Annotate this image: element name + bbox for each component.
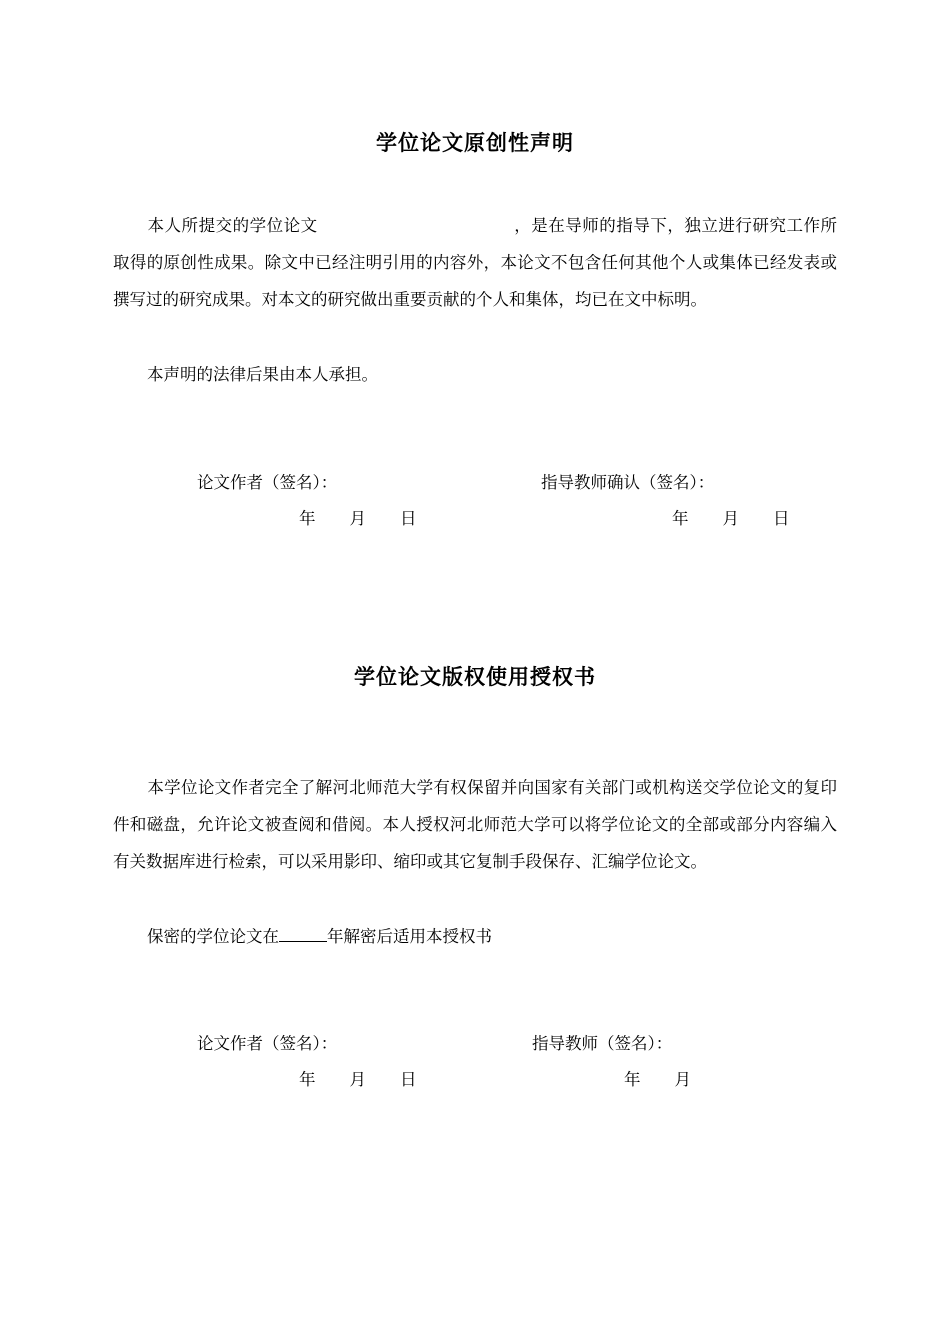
declaration-liability-paragraph [113, 356, 837, 393]
authorization-advisor-date [624, 1069, 691, 1091]
date-day-label: 日 [773, 509, 790, 528]
authorization-paragraph [113, 769, 837, 880]
authorization-title: 学位论文版权使用授权书 [354, 665, 596, 689]
date-year-label: 年 [299, 1070, 316, 1089]
date-year-label: 年 [672, 509, 689, 528]
date-month-label: 月 [674, 1070, 691, 1089]
declaration-para2-text: 本声明的法律后果由本人承担。 [147, 365, 378, 384]
declaration-author-signature-label: 论文作者（签名）： [197, 473, 338, 492]
date-month-label: 月 [349, 509, 366, 528]
declaration-advisor-date [672, 508, 790, 530]
authorization-author-signature-label: 论文作者（签名）： [197, 1034, 338, 1053]
authorization-author-date [299, 1069, 417, 1091]
date-month-label: 月 [349, 1070, 366, 1089]
declaration-title: 学位论文原创性声明 [376, 131, 574, 155]
date-day-label: 日 [400, 1070, 417, 1089]
confidential-paragraph [113, 918, 837, 955]
declaration-para1-start: 本人所提交的学位论文 [147, 216, 318, 235]
declaration-advisor-signature-label: 指导教师确认（签名）： [541, 473, 715, 492]
date-day-label: 日 [400, 509, 417, 528]
declaration-author-date [299, 508, 417, 530]
declaration-para1-rest: ，是在导师的指导下，独立进行研究工作所取得的原创性成果。除文中已经注明引用的内容外，本论文不包含任何其他个人或集体已经发表或撰写过的研究成果。对本文的研究做出重要贡献的个人和集体，均已在文中标明。 [113, 216, 838, 309]
date-year-label: 年 [624, 1070, 641, 1089]
authorization-para1-text: 本学位论文作者完全了解河北师范大学有权保留并向国家有关部门或机构送交学位论文的复印件和磁盘，允许论文被查阅和借阅。本人授权河北师范大学可以将学位论文的全部或部分内容编入有关数据库进行检索，可以采用影印、缩印或其它复制手段保存、汇编学位论文。 [113, 778, 837, 871]
date-year-label: 年 [299, 509, 316, 528]
declaration-paragraph [113, 207, 837, 318]
confidential-years-blank [279, 927, 327, 942]
confidential-para-after: 年解密后适用本授权书 [327, 927, 492, 946]
date-month-label: 月 [722, 509, 739, 528]
confidential-para-before: 保密的学位论文在 [147, 927, 279, 946]
authorization-advisor-signature-label: 指导教师（签名）： [532, 1034, 673, 1053]
